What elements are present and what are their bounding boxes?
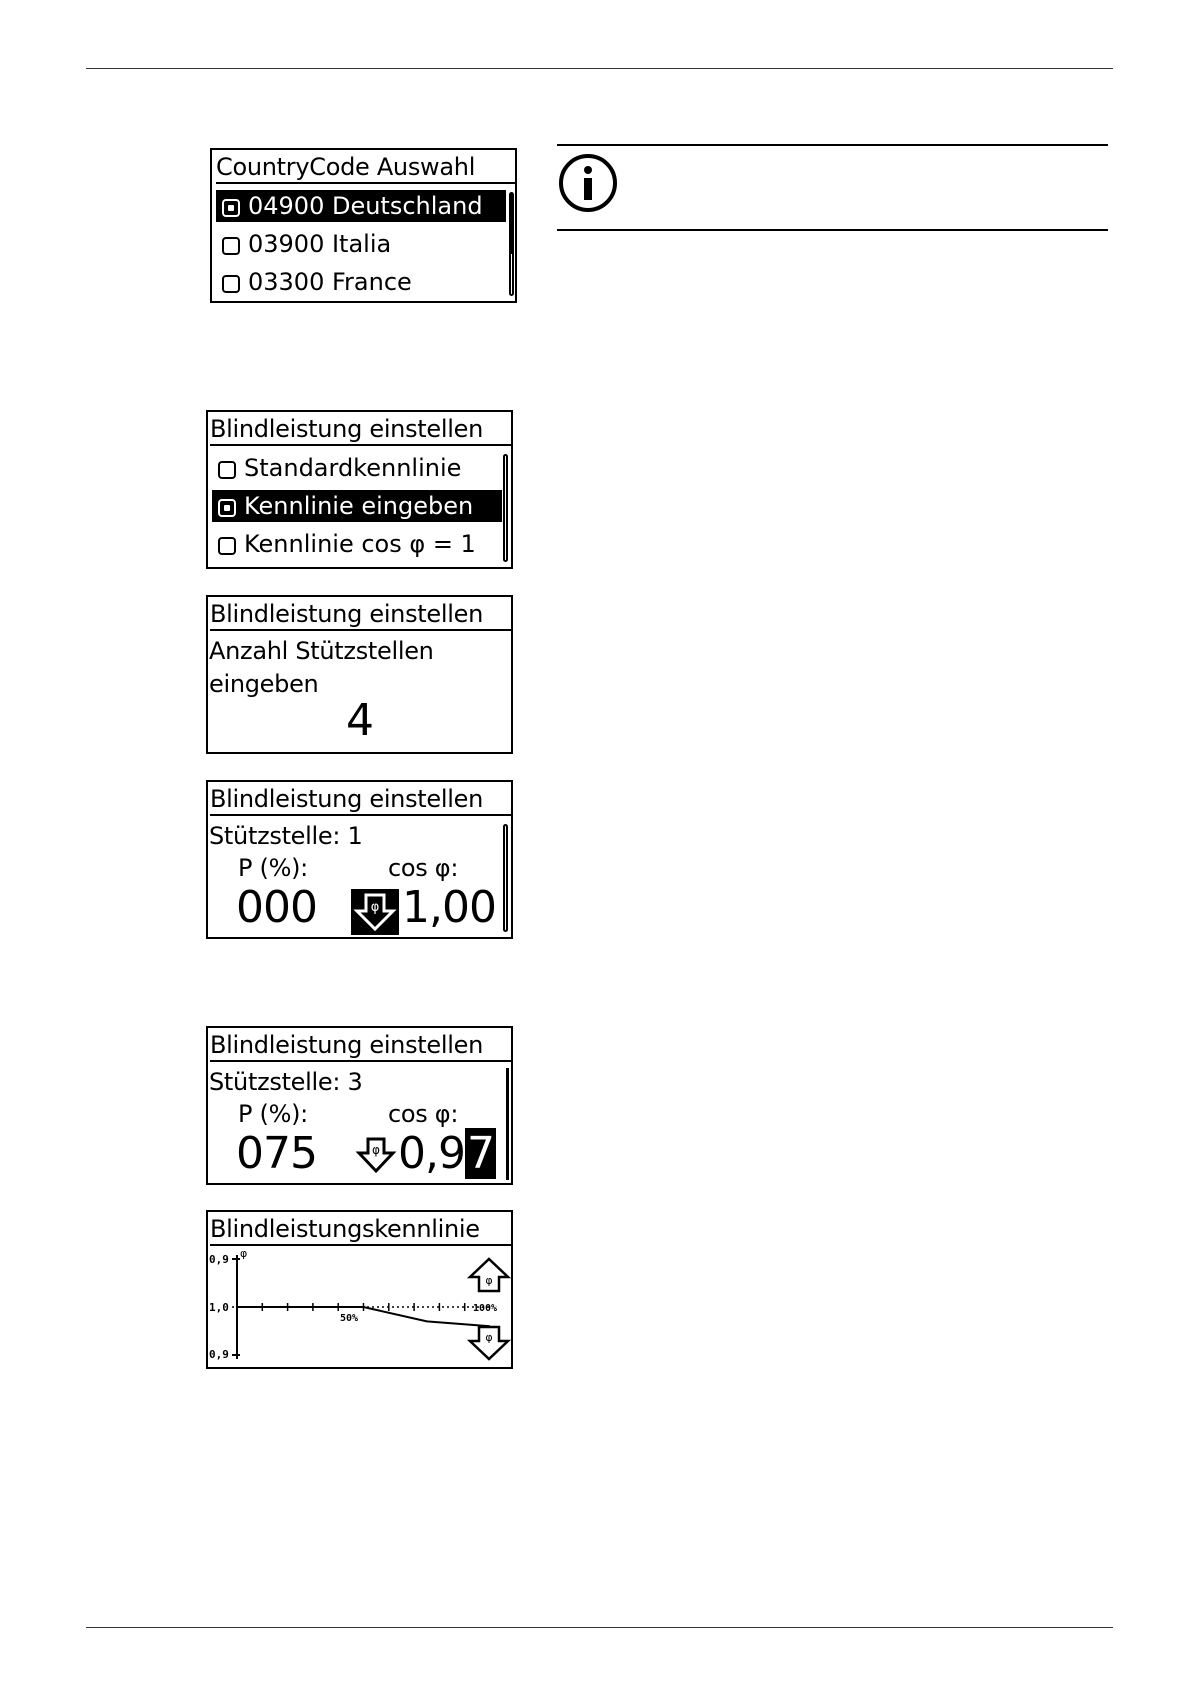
curve-chart — [208, 1247, 511, 1367]
underexcited-arrow-icon[interactable] — [355, 1135, 397, 1177]
screen-title: Blindleistung einstellen — [210, 599, 511, 631]
cos-phi-value[interactable] — [398, 1128, 496, 1179]
list-item-italia[interactable] — [216, 228, 506, 260]
list-item-label: 04900 Deutschland — [248, 192, 483, 220]
screen-title: Blindleistung einstellen — [210, 414, 511, 446]
x-tick-100: 100% — [473, 1303, 498, 1314]
prompt-line-2: eingeben — [209, 670, 319, 698]
radio-selected-icon — [222, 199, 240, 217]
lcd-country-select — [210, 148, 517, 303]
cos-phi-value-prefix: 0,9 — [398, 1128, 465, 1179]
list-item-france[interactable] — [216, 266, 506, 298]
scrollbar[interactable] — [503, 824, 508, 932]
underexcited-arrow-icon[interactable] — [470, 1327, 508, 1359]
list-item-label: Standardkennlinie — [244, 454, 462, 482]
screen-title: Blindleistung einstellen — [210, 1030, 511, 1062]
list-item-deutschland[interactable] — [216, 190, 506, 222]
y-axis-label: φ — [240, 1247, 248, 1260]
bottom-rule — [86, 1627, 1113, 1628]
radio-icon — [218, 461, 236, 479]
screen-title: CountryCode Auswahl — [216, 152, 515, 184]
top-rule — [86, 68, 1113, 69]
svg-text:φ: φ — [485, 1274, 493, 1287]
radio-icon — [218, 537, 236, 555]
screen-title: Blindleistung einstellen — [210, 784, 511, 816]
y-tick-top: 0,9 — [209, 1253, 229, 1266]
lcd-point-3 — [206, 1026, 513, 1185]
p-percent-value[interactable]: 075 — [236, 1128, 317, 1179]
overexcited-arrow-icon[interactable] — [470, 1259, 508, 1291]
lcd-point-count — [206, 595, 513, 754]
svg-text:φ: φ — [372, 1143, 380, 1157]
lcd-reactive-mode — [206, 410, 513, 569]
radio-icon — [222, 237, 240, 255]
edit-cursor-digit[interactable]: 7 — [466, 1128, 494, 1179]
list-item-label: 03300 France — [248, 268, 412, 296]
lcd-point-1 — [206, 780, 513, 939]
p-percent-value[interactable]: 000 — [236, 882, 317, 933]
list-item-label: Kennlinie cos φ = 1 — [244, 530, 476, 558]
info-box — [557, 144, 1108, 231]
scrollbar[interactable] — [506, 1068, 511, 1180]
list-item-standard[interactable] — [212, 452, 502, 484]
point-label: Stützstelle: 1 — [209, 822, 363, 850]
info-icon — [559, 154, 617, 212]
chart-title: Blindleistungskennlinie — [210, 1214, 511, 1246]
scrollbar[interactable] — [509, 192, 514, 296]
p-percent-label: P (%): — [238, 854, 308, 882]
svg-text:φ: φ — [370, 900, 380, 915]
radio-selected-icon — [218, 499, 236, 517]
list-item-label: 03900 Italia — [248, 230, 392, 258]
y-tick-mid: 1,0 — [209, 1301, 229, 1314]
lcd-curve — [206, 1210, 513, 1369]
radio-icon — [222, 275, 240, 293]
list-item-custom-curve[interactable] — [212, 490, 502, 522]
list-item-label: Kennlinie eingeben — [244, 492, 474, 520]
x-tick-50: 50% — [340, 1313, 359, 1324]
p-percent-label: P (%): — [238, 1100, 308, 1128]
cos-phi-label: cos φ: — [388, 1100, 459, 1128]
y-tick-bottom: 0,9 — [209, 1348, 229, 1361]
cos-phi-value[interactable]: 1,00 — [402, 882, 496, 933]
prompt-line-1: Anzahl Stützstellen — [209, 637, 434, 665]
svg-text:φ: φ — [485, 1331, 493, 1344]
point-label: Stützstelle: 3 — [209, 1068, 363, 1096]
scrollbar[interactable] — [503, 454, 508, 562]
list-item-cos-phi-1[interactable] — [212, 528, 502, 560]
cos-phi-label: cos φ: — [388, 854, 459, 882]
point-count-value[interactable]: 4 — [346, 695, 373, 746]
underexcited-arrow-icon[interactable] — [351, 889, 399, 935]
